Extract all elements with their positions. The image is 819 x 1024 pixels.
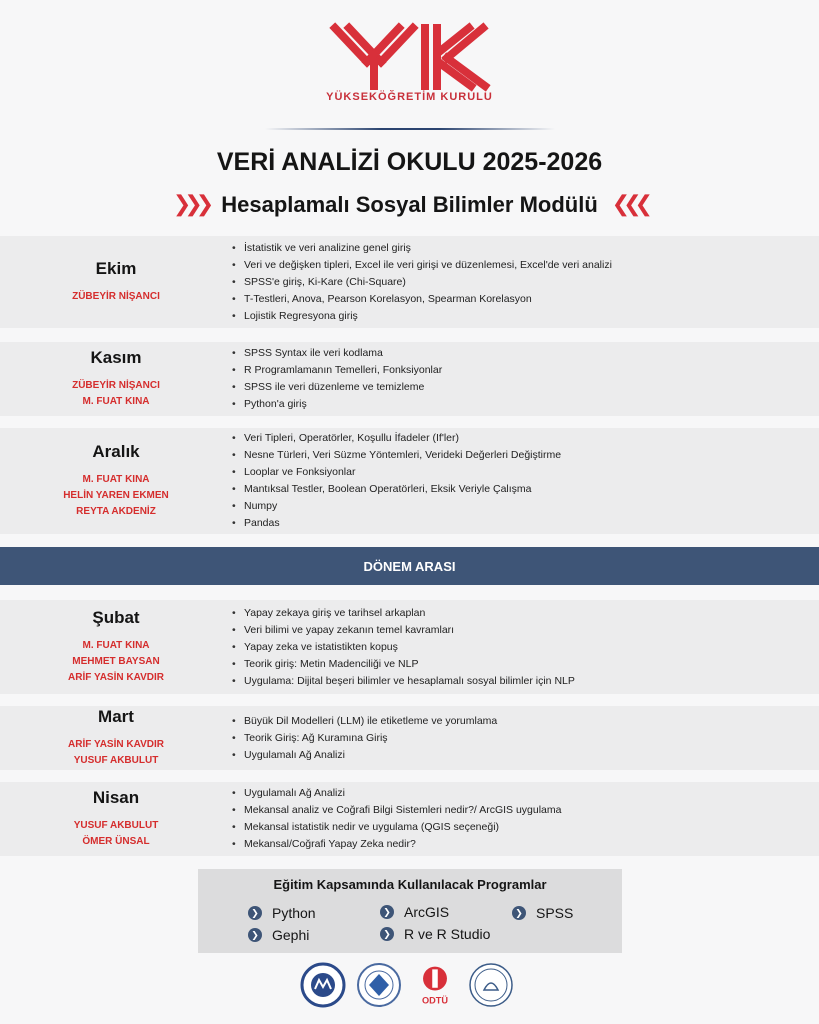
month-header [0, 342, 232, 416]
topic-item: • Uygulamalı Ağ Analizi [232, 785, 561, 802]
header [0, 0, 819, 140]
topic-item: • SPSS ile veri düzenleme ve temizleme [232, 379, 442, 396]
logo-text: YÜKSEKÖĞRETİM KURULU [326, 91, 493, 103]
month-name: Ekim [95, 259, 137, 278]
program-label: ArcGIS [404, 904, 450, 920]
month-row-aralik [0, 428, 819, 534]
programs-box [198, 869, 622, 953]
topic-item: • İstatistik ve veri analizine genel giriş [232, 240, 612, 257]
program-label: R ve R Studio [404, 926, 491, 942]
instructor: M. FUAT KINA [82, 474, 150, 485]
topic-list [232, 782, 561, 856]
topic-item: • Pandas [232, 515, 561, 532]
month-row-kasim [0, 342, 819, 416]
month-name: Aralık [92, 442, 140, 461]
topic-list [232, 706, 497, 770]
programs-title: Eğitim Kapsamında Kullanılacak Programlar [273, 877, 547, 892]
chevron-right-icon: ❯ [248, 906, 262, 920]
chevron-right-icon: ❯ [512, 906, 526, 920]
month-row-nisan [0, 782, 819, 856]
topic-item: • Nesne Türleri, Veri Süzme Yöntemleri, Verideki Değerleri Değiştirme [232, 447, 561, 464]
topic-item: • Teorik Giriş: Ağ Kuramına Giriş [232, 730, 497, 747]
odtu-logo-icon [412, 962, 458, 1008]
month-header [0, 236, 232, 328]
topic-item: • Veri ve değişken tipleri, Excel ile veri girişi ve düzenlemesi, Excel'de veri analizi [232, 257, 612, 274]
university-seal-icon [468, 962, 514, 1008]
university-seal-icon [356, 962, 402, 1008]
instructor: YUSUF AKBULUT [73, 820, 159, 831]
topic-item: • Mekansal/Coğrafi Yapay Zeka nedir? [232, 836, 561, 853]
instructor: ÖMER ÜNSAL [82, 836, 150, 847]
topic-item: • SPSS Syntax ile veri kodlama [232, 345, 442, 362]
topic-item: • Yapay zeka ve istatistikten kopuş [232, 639, 575, 656]
program-label: Python [272, 905, 316, 921]
instructor: REYTA AKDENİZ [76, 506, 156, 517]
instructor: MEHMET BAYSAN [72, 656, 160, 667]
page-title: VERİ ANALİZİ OKULU 2025-2026 [216, 148, 603, 176]
instructor: ARİF YASİN KAVDIR [68, 739, 164, 750]
program-item [248, 927, 309, 943]
instructor: ZÜBEYİR NİŞANCI [72, 291, 160, 302]
topic-item: • Numpy [232, 498, 561, 515]
topic-list [232, 342, 442, 416]
month-name: Kasım [90, 348, 142, 367]
month-name: Şubat [92, 608, 140, 627]
chevron-right-icon: ❯ [380, 905, 394, 919]
header-divider [265, 128, 555, 130]
topic-item: • Yapay zekaya giriş ve tarihsel arkaplan [232, 605, 575, 622]
partner-logos [300, 962, 530, 1012]
topic-item: • Veri bilimi ve yapay zekanın temel kavramları [232, 622, 575, 639]
month-row-subat [0, 600, 819, 694]
chevron-left-icon: ❮❮❮ [611, 191, 647, 216]
topic-item: • Mekansal analiz ve Coğrafi Bilgi Sistemleri nedir?/ ArcGIS uygulama [232, 802, 561, 819]
month-header [0, 428, 232, 534]
chevron-right-icon: ❯❯❯ [172, 191, 208, 216]
topic-item: • Mekansal istatistik nedir ve uygulama (QGIS seçeneği) [232, 819, 561, 836]
topic-item: • T-Testleri, Anova, Pearson Korelasyon, Spearman Korelasyon [232, 291, 612, 308]
program-item [512, 905, 573, 921]
program-label: SPSS [536, 905, 574, 921]
month-row-mart [0, 706, 819, 770]
instructor: M. FUAT KINA [82, 396, 150, 407]
program-label: Gephi [272, 927, 310, 943]
topic-item: • Python'a giriş [232, 396, 442, 413]
month-header [0, 600, 232, 694]
instructor: ZÜBEYİR NİŞANCI [72, 380, 160, 391]
topic-item: • SPSS'e giriş, Ki-Kare (Chi-Square) [232, 274, 612, 291]
topic-list [232, 428, 561, 534]
topic-item: • Looplar ve Fonksiyonlar [232, 464, 561, 481]
topic-item: • Lojistik Regresyona giriş [232, 308, 612, 325]
topic-list [232, 236, 612, 328]
program-item [248, 905, 316, 921]
yok-logo-icon [325, 22, 495, 92]
instructor: HELİN YAREN EKMEN [63, 490, 169, 501]
topic-item: • Uygulama: Dijital beşeri bilimler ve hesaplamalı sosyal bilimler için NLP [232, 673, 575, 690]
topic-item: • Mantıksal Testler, Boolean Operatörleri, Eksik Veriyle Çalışma [232, 481, 561, 498]
month-header [0, 706, 232, 770]
program-item [380, 926, 490, 942]
page-subtitle [0, 191, 819, 218]
topic-item: • Teorik giriş: Metin Madenciliği ve NLP [232, 656, 575, 673]
topic-list [232, 600, 575, 694]
month-row-ekim [0, 236, 819, 328]
program-item [380, 904, 449, 920]
chevron-right-icon: ❯ [248, 928, 262, 942]
topic-item: • Uygulamalı Ağ Analizi [232, 747, 497, 764]
topic-item: • Büyük Dil Modelleri (LLM) ile etiketleme ve yorumlama [232, 713, 497, 730]
month-name: Nisan [92, 788, 140, 807]
topic-item: • R Programlamanın Temelleri, Fonksiyonlar [232, 362, 442, 379]
chevron-right-icon: ❯ [380, 927, 394, 941]
month-header [0, 782, 232, 856]
subtitle-text: Hesaplamalı Sosyal Bilimler Modülü [221, 192, 598, 217]
instructor: YUSUF AKBULUT [73, 755, 159, 766]
break-banner: DÖNEM ARASI [0, 547, 819, 585]
university-seal-icon [300, 962, 346, 1008]
odtu-label: ODTÜ [421, 995, 449, 1006]
instructor: M. FUAT KINA [82, 640, 150, 651]
topic-item: • Veri Tipleri, Operatörler, Koşullu İfadeler (If'ler) [232, 430, 561, 447]
instructor: ARİF YASİN KAVDIR [68, 672, 164, 683]
month-name: Mart [98, 707, 134, 726]
